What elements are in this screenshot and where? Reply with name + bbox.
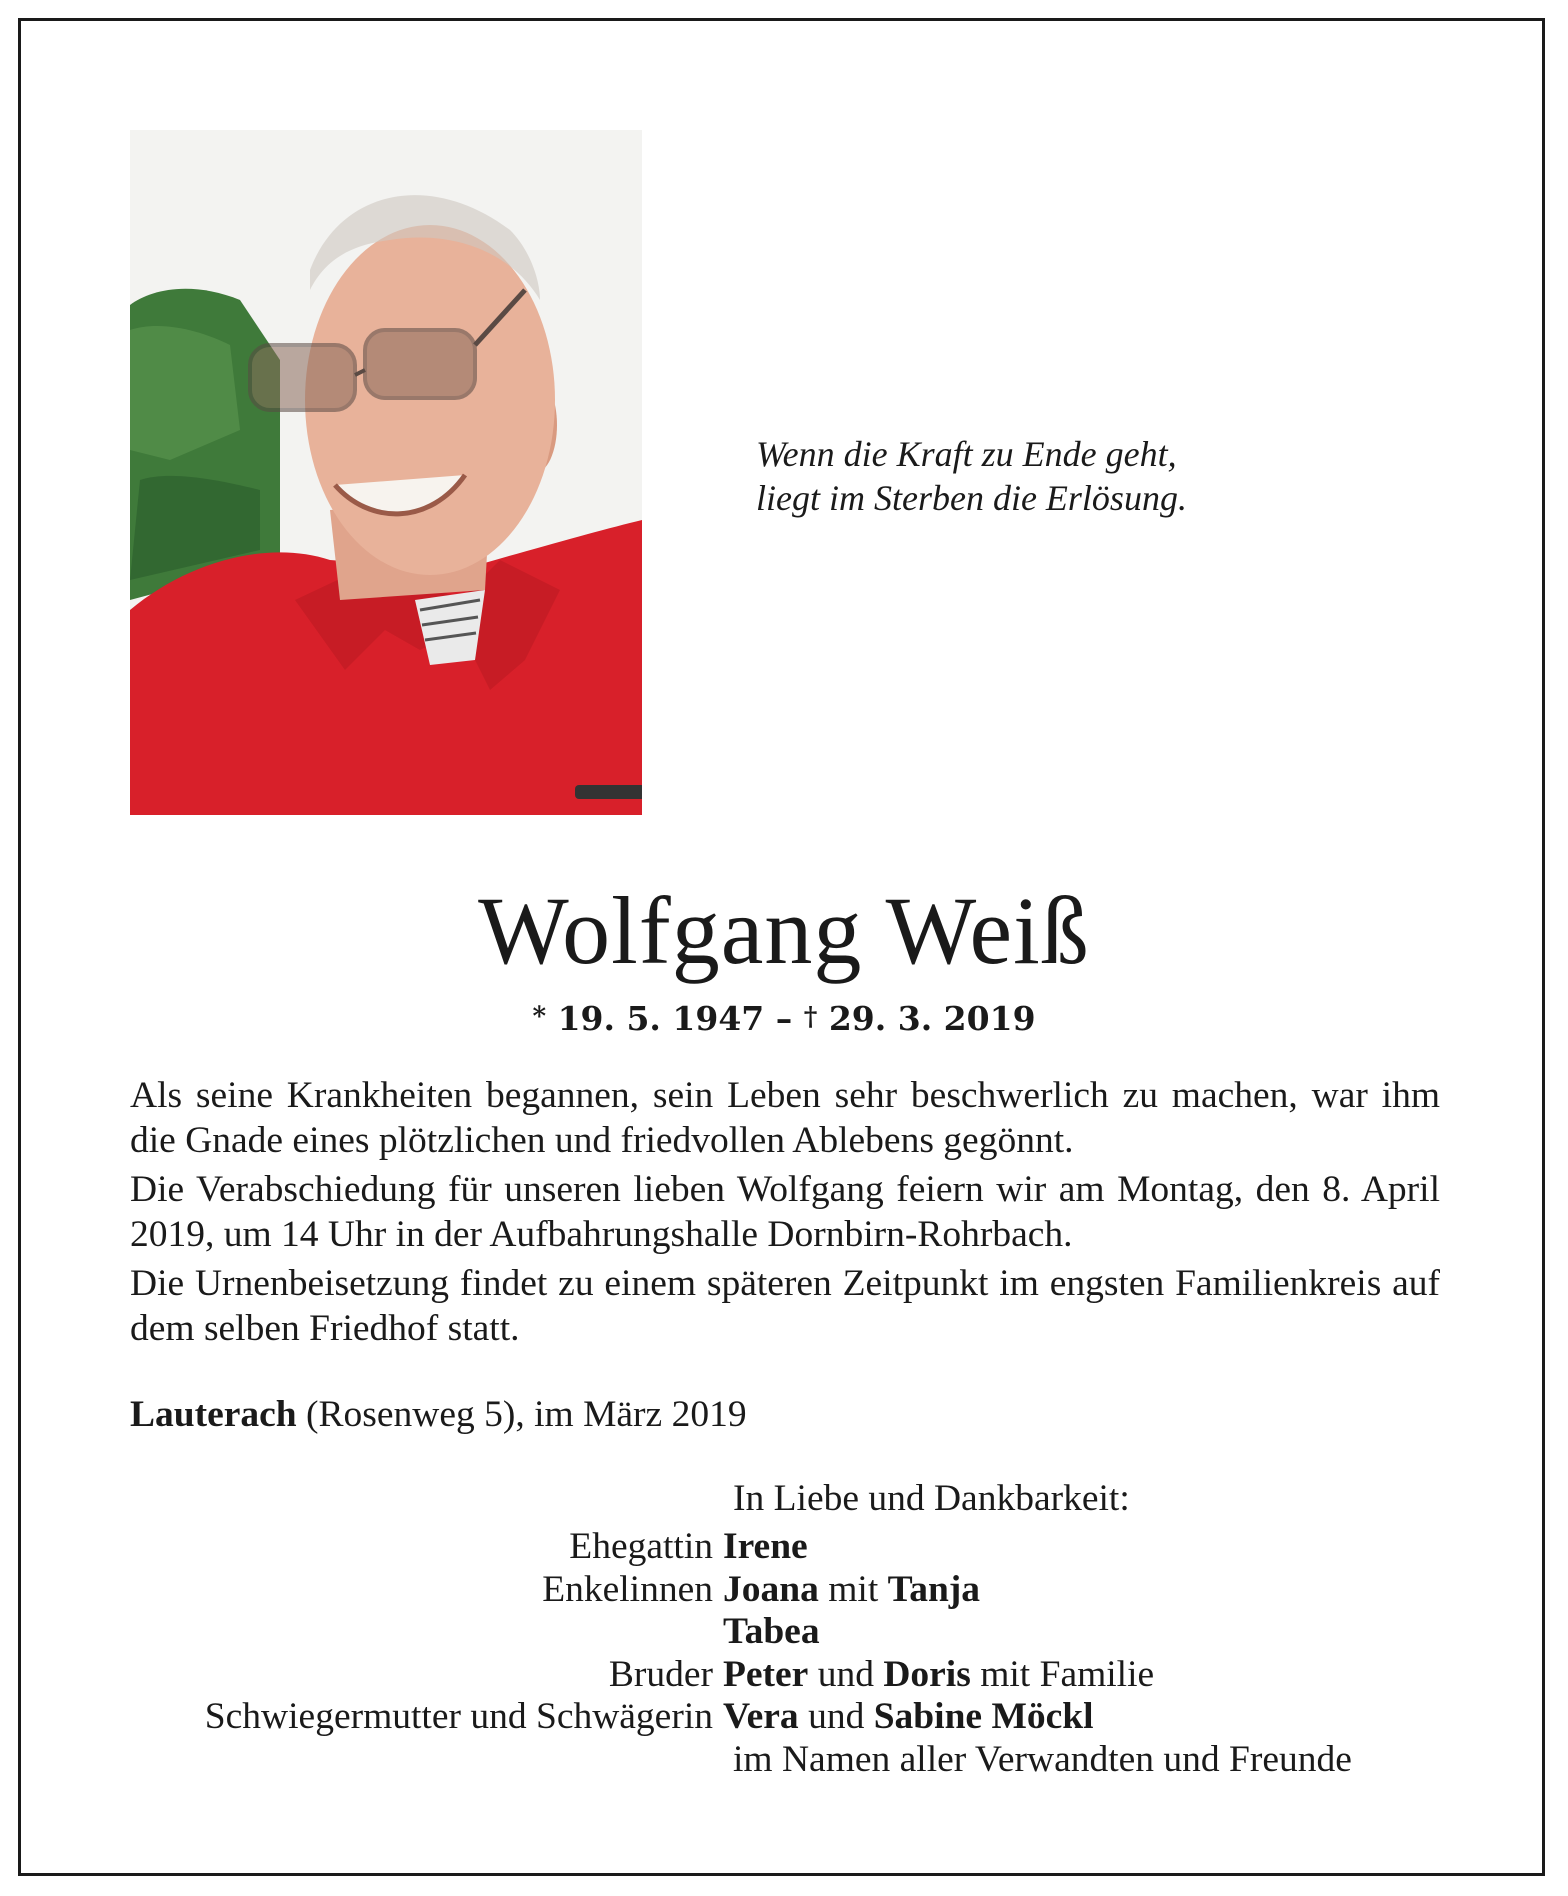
mourner-names: [723, 1654, 1450, 1697]
quote: [756, 432, 1356, 520]
mourner-name: Irene: [723, 1526, 808, 1567]
connector-text: und: [798, 1696, 874, 1737]
relatives-line: im Namen aller Verwandten und Freunde: [733, 1739, 1352, 1780]
portrait-image: [130, 130, 642, 815]
relation-label: Ehegattin: [569, 1526, 713, 1567]
connector-text: und: [808, 1653, 884, 1695]
birth-symbol: *: [532, 1002, 547, 1032]
deceased-name: Wolfgang Weiß: [478, 877, 1090, 984]
life-dates: [0, 998, 1568, 1040]
mourner-row: [130, 1654, 1450, 1697]
mourner-name: Vera: [723, 1696, 799, 1737]
date-separator: –: [764, 999, 804, 1038]
mourner-row: [130, 1611, 1450, 1654]
quote-line-2: liegt im Sterben die Erlösung.: [756, 478, 1187, 518]
mourner-name: Tanja: [887, 1568, 981, 1610]
paragraph-farewell: Die Verabschiedung für unseren lieben Wolfgang feiern wir am Montag, den 8. April 2019, um 14 Uhr in der Aufbahrungshalle Dornbirn-Rohrbach.: [130, 1169, 1440, 1255]
mourner-names: [723, 1526, 1450, 1569]
death-symbol: †: [803, 1002, 818, 1032]
quote-line-1: Wenn die Kraft zu Ende geht,: [756, 434, 1177, 474]
town: Lauterach: [130, 1394, 297, 1435]
paragraph-urn-burial: Die Urnenbeisetzung findet zu einem späteren Zeitpunkt im engsten Familienkreis auf dem selben Friedhof statt.: [130, 1263, 1440, 1349]
connector-text: mit Familie: [970, 1653, 1155, 1695]
mourner-row: [130, 1526, 1450, 1569]
paragraph-illness: Als seine Krankheiten begannen, sein Leben sehr beschwerlich zu machen, war ihm die Gnade eines plötzlichen und friedvollen Ablebens gegönnt.: [130, 1075, 1440, 1161]
address-and-date: (Rosenweg 5), im März 2019: [296, 1394, 747, 1435]
closing-line: In Liebe und Dankbarkeit:: [733, 1478, 1130, 1519]
mourner-name: Joana: [723, 1568, 819, 1610]
mourner-name: Peter: [723, 1653, 809, 1695]
mourner-names: [723, 1696, 1450, 1739]
mourners-list: [130, 1526, 1450, 1739]
relation-label: [130, 1611, 723, 1654]
relation-label: Bruder: [608, 1653, 713, 1695]
mourner-names: [723, 1569, 1450, 1612]
mourner-name: Tabea: [723, 1611, 820, 1652]
mourner-names: [723, 1611, 1450, 1654]
connector-text: mit: [818, 1568, 888, 1610]
mourner-name: Sabine Möckl: [873, 1696, 1094, 1737]
relation-label: Enkelinnen: [542, 1568, 713, 1610]
portrait-photo: [130, 130, 642, 815]
announcement-text: [130, 1074, 1440, 1356]
death-date: 29. 3. 2019: [828, 999, 1036, 1038]
birth-date: 19. 5. 1947: [557, 999, 765, 1038]
mourner-name: Doris: [883, 1653, 971, 1695]
mourner-row: [130, 1696, 1450, 1739]
place-and-date: [130, 1393, 747, 1437]
mourner-row: [130, 1569, 1450, 1612]
relation-label: Schwiegermutter und Schwägerin: [204, 1696, 713, 1737]
